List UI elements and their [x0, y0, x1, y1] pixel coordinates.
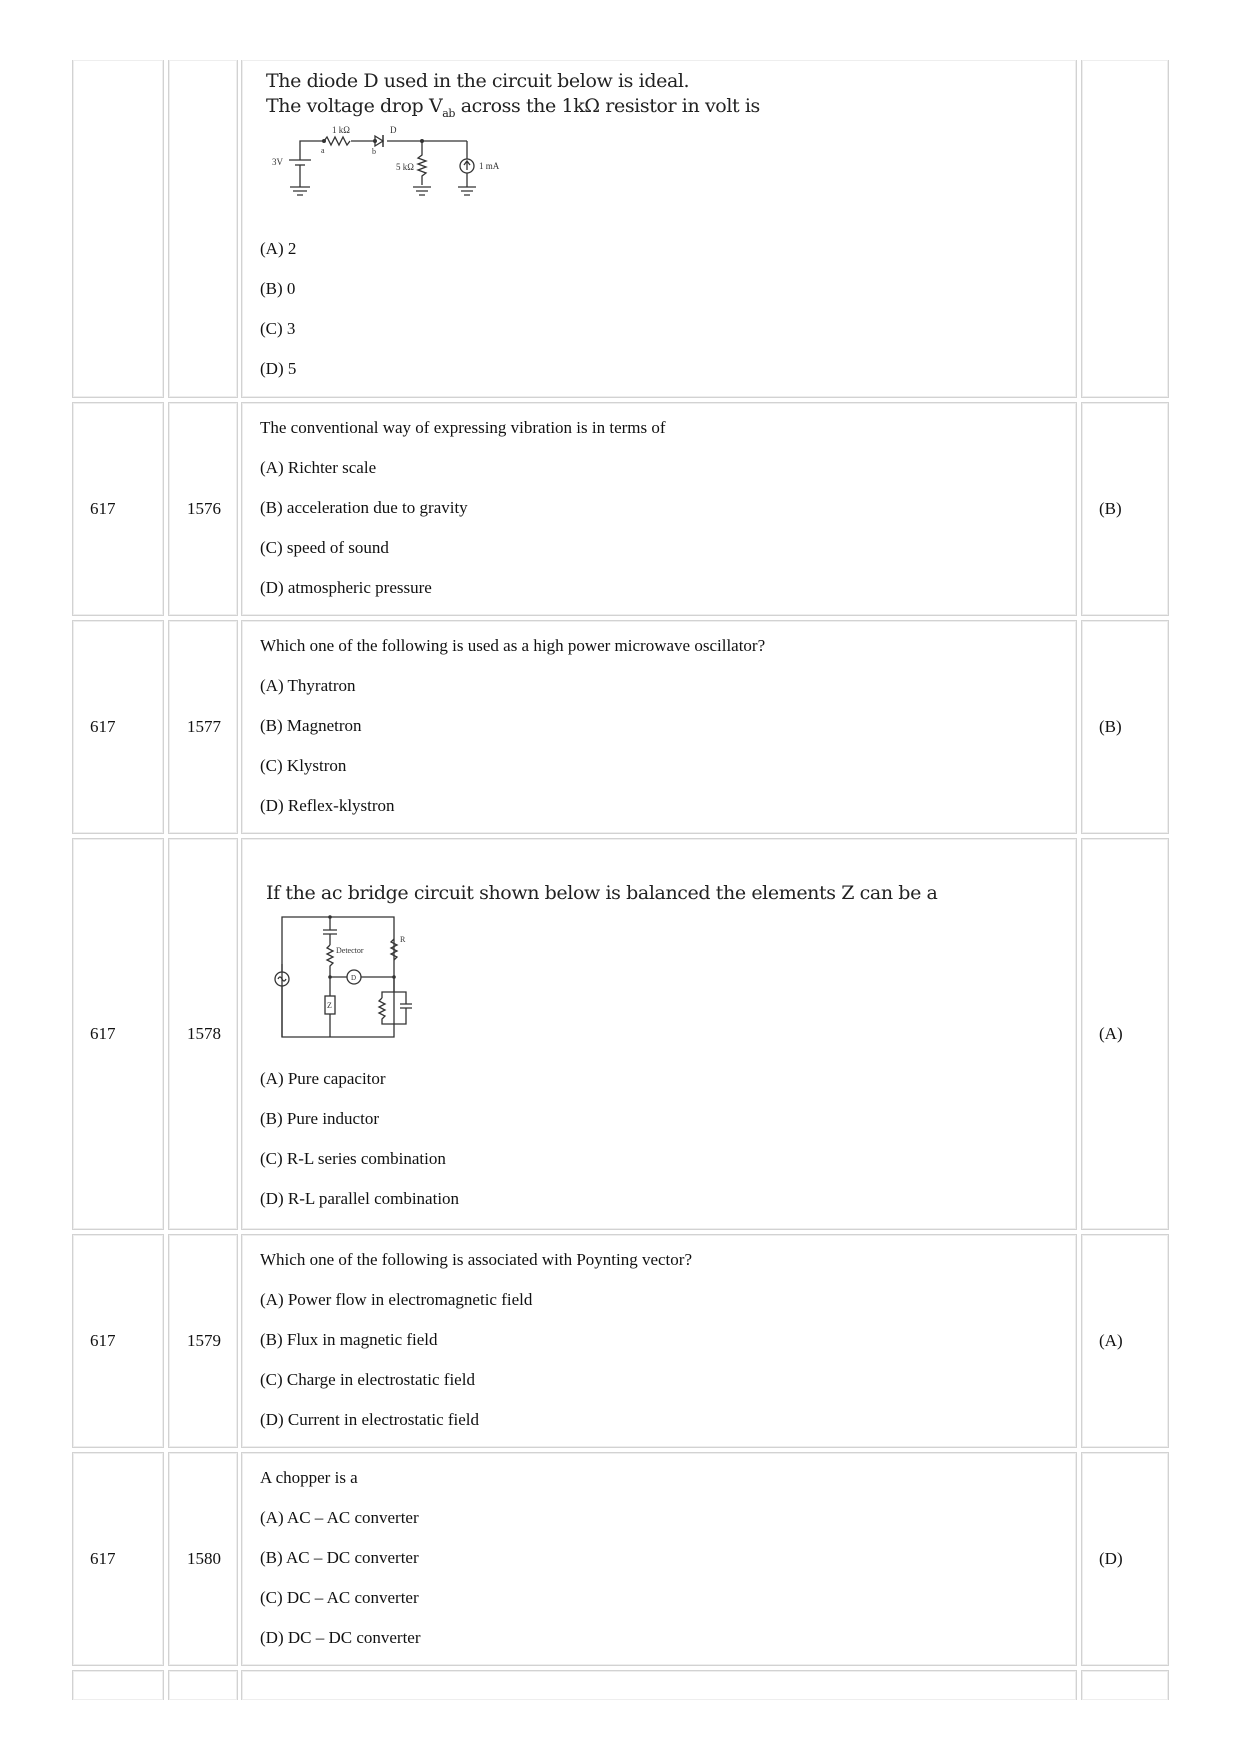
option-d: (D) Current in electrostatic field: [260, 1410, 480, 1429]
option-d: (D) R-L parallel combination: [260, 1189, 460, 1208]
question-text: Which one of the following is used as a high power microwave oscillator?: [260, 636, 766, 655]
table-row: [72, 838, 1169, 1230]
diode-circuit-figure: [262, 125, 522, 207]
answer-cell: (B): [1081, 402, 1169, 616]
option-b: (B) AC – DC converter: [260, 1548, 419, 1567]
table-row: [72, 402, 1169, 616]
figure-label: b: [372, 147, 376, 156]
option-a: (A) Power flow in electromagnetic field: [260, 1290, 533, 1309]
set-cell: 617: [72, 402, 164, 616]
bridge-circuit-figure: [264, 909, 424, 1049]
table-row: [72, 60, 1169, 398]
question-number: 1577: [168, 620, 238, 834]
question-cell: [241, 402, 1077, 616]
option-d: (D) DC – DC converter: [260, 1628, 421, 1647]
question-text: The voltage drop $V_{ab}$ across the 1kΩ resistor in volt is: [266, 95, 760, 120]
option-b: (B) Pure inductor: [260, 1109, 379, 1128]
number-cell: [168, 1670, 238, 1700]
set-cell: 617: [72, 1452, 164, 1666]
question-text: A chopper is a: [260, 1468, 358, 1487]
question-cell: [241, 1670, 1077, 1700]
question-text: If the ac bridge circuit shown below is balanced the elements Z can be a: [266, 882, 938, 904]
figure-label: Detector: [336, 946, 364, 955]
answer-cell: (A): [1081, 838, 1169, 1230]
option-c: (C) 3: [260, 319, 296, 338]
table-row: [72, 620, 1169, 834]
set-cell: 617: [72, 620, 164, 834]
option-d: (D) Reflex-klystron: [260, 796, 395, 815]
question-text: Which one of the following is associated with Poynting vector?: [260, 1250, 692, 1269]
option-d: (D) atmospheric pressure: [260, 578, 432, 597]
table-row: [72, 1452, 1169, 1666]
question-number: 1576: [168, 402, 238, 616]
question-cell: [241, 1234, 1077, 1448]
table-row: [72, 1670, 1169, 1700]
set-cell: [72, 1670, 164, 1700]
option-a: (A) AC – AC converter: [260, 1508, 419, 1527]
figure-label: D: [390, 125, 397, 135]
option-b: (B) Magnetron: [260, 716, 362, 735]
figure-label: 1 mA: [479, 161, 500, 171]
figure-label: 5 kΩ: [396, 162, 414, 172]
number-cell: [168, 60, 238, 398]
option-a: (A) 2: [260, 239, 297, 258]
set-cell: 617: [72, 838, 164, 1230]
option-a: (A) Pure capacitor: [260, 1069, 386, 1088]
option-c: (C) Klystron: [260, 756, 347, 775]
figure-label: Z: [327, 1001, 332, 1010]
option-b: (B) 0: [260, 279, 296, 298]
option-c: (C) R-L series combination: [260, 1149, 446, 1168]
table-row: [72, 1234, 1169, 1448]
figure-label: 1 kΩ: [332, 125, 350, 135]
option-d: (D) 5: [260, 359, 297, 378]
figure-label: 3V: [272, 157, 283, 167]
option-c: (C) Charge in electrostatic field: [260, 1370, 475, 1389]
answer-cell: [1081, 1670, 1169, 1700]
question-number: 1580: [168, 1452, 238, 1666]
question-number: 1579: [168, 1234, 238, 1448]
figure-label: a: [321, 146, 325, 155]
set-cell: [72, 60, 164, 398]
question-text: The conventional way of expressing vibration is in terms of: [260, 418, 666, 437]
option-b: (B) Flux in magnetic field: [260, 1330, 438, 1349]
option-a: (A) Thyratron: [260, 676, 356, 695]
answer-cell: (B): [1081, 620, 1169, 834]
answer-cell: [1081, 60, 1169, 398]
set-cell: 617: [72, 1234, 164, 1448]
question-cell: [241, 1452, 1077, 1666]
question-cell: [241, 838, 1077, 1230]
question-number: 1578: [168, 838, 238, 1230]
figure-label: D: [351, 974, 357, 982]
figure-label: R: [400, 935, 406, 944]
answer-cell: (D): [1081, 1452, 1169, 1666]
answer-cell: (A): [1081, 1234, 1169, 1448]
question-text: The diode D used in the circuit below is ideal.: [266, 70, 690, 92]
option-c: (C) speed of sound: [260, 538, 389, 557]
question-cell: [241, 60, 1077, 398]
option-a: (A) Richter scale: [260, 458, 377, 477]
question-cell: [241, 620, 1077, 834]
option-c: (C) DC – AC converter: [260, 1588, 419, 1607]
option-b: (B) acceleration due to gravity: [260, 498, 468, 517]
